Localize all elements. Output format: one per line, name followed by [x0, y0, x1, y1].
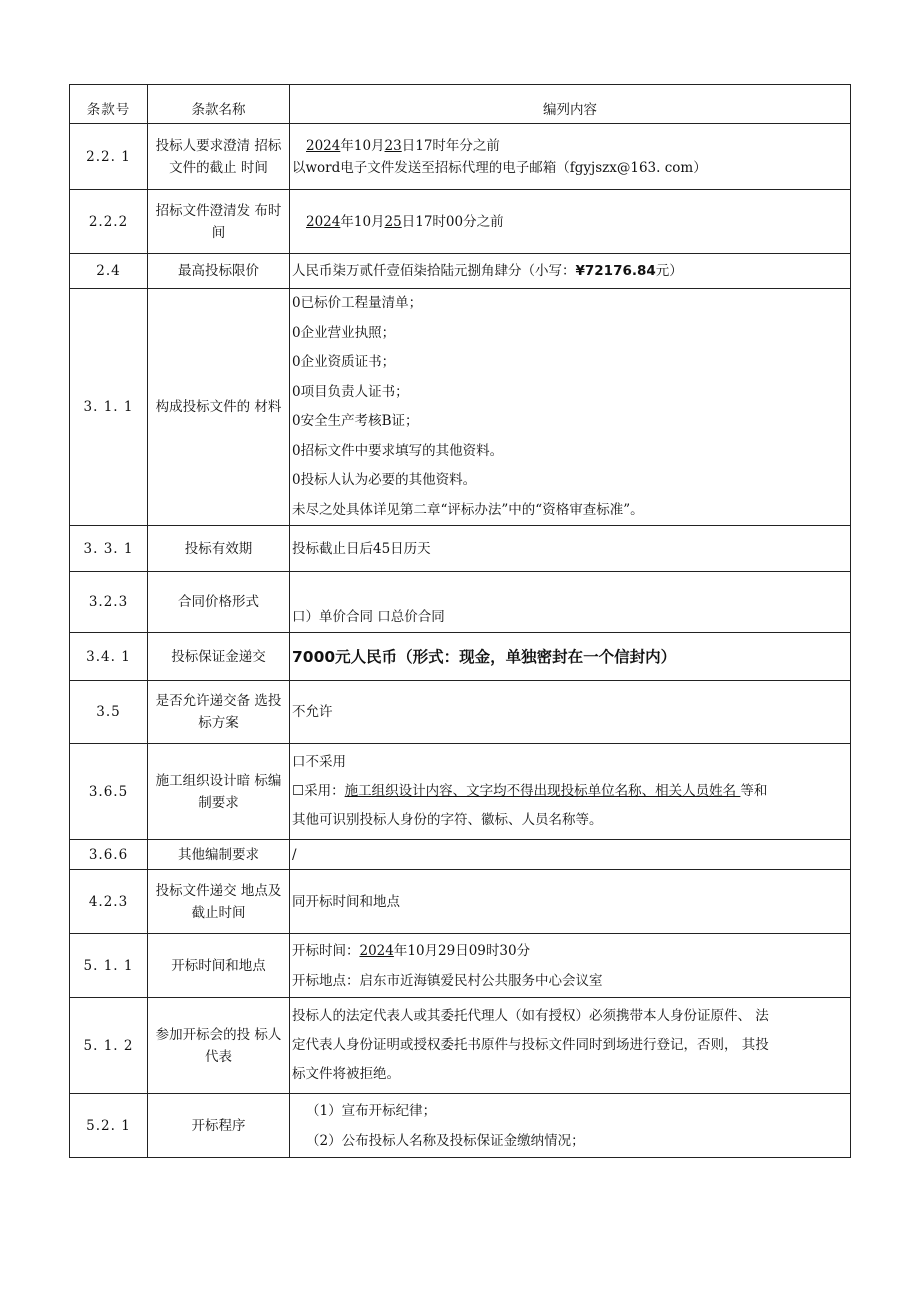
clause-name: 投标有效期 — [148, 526, 290, 572]
table-row — [70, 1094, 851, 1158]
table-row — [70, 870, 851, 934]
clause-no: 3.2.3 — [70, 572, 148, 633]
table-row — [70, 289, 851, 526]
table-row — [70, 840, 851, 870]
clause-name: 施工组织设计暗 标编制要求 — [148, 744, 290, 840]
clause-no: 2.4 — [70, 254, 148, 289]
clause-name: 其他编制要求 — [148, 840, 290, 870]
clause-name: 是否允许递交备 选投标方案 — [148, 681, 290, 744]
list-item: 未尽之处具体详见第二章“评标办法”中的“资格审查标准”。 — [292, 501, 644, 518]
table-row — [70, 998, 851, 1094]
list-item: （1）宣布开标纪律； — [306, 1102, 437, 1119]
text-line: 标文件将被拒绝。 — [292, 1066, 400, 1082]
list-item: 0企业营业执照； — [292, 324, 396, 341]
clause-content — [290, 998, 851, 1094]
clause-no: 4.2.3 — [70, 870, 148, 934]
clause-name: 开标时间和地点 — [148, 934, 290, 998]
text-line: 定代表人身份证明或授权委托书原件与投标文件同时到场进行登记，否则， 其投 — [292, 1037, 769, 1053]
list-item: 0投标人认为必要的其他资料。 — [292, 472, 477, 488]
list-item: 0项目负责人证书； — [292, 383, 409, 400]
table-row — [70, 681, 851, 744]
opening-time: 开标时间：2024年10月29日09时30分 — [292, 942, 531, 959]
clause-name: 合同价格形式 — [148, 572, 290, 633]
clarify-deadline: 2024年10月23日17时年分之前 — [306, 137, 500, 154]
header-content: 编列内容 — [290, 85, 851, 124]
clause-name: 开标程序 — [148, 1094, 290, 1158]
clause-content: 投标截止日后45日历天 — [290, 526, 851, 572]
clause-content — [290, 289, 851, 526]
list-item: （2）公布投标人名称及投标保证金缴纳情况； — [306, 1132, 585, 1149]
clause-name: 招标文件澄清发 布时间 — [148, 190, 290, 254]
clause-no: 3. 1. 1 — [70, 289, 148, 526]
list-item: 0已标价工程量清单； — [292, 295, 423, 311]
list-item: 0招标文件中要求填写的其他资料。 — [292, 442, 504, 459]
list-item: 0企业资质证书； — [292, 354, 396, 370]
clause-content: 7000元人民币（形式：现金，单独密封在一个信封内） — [290, 633, 851, 681]
clause-content: 口）单价合同 口总价合同 — [290, 572, 851, 633]
table-row — [70, 254, 851, 289]
clause-content: 人民币柒万贰仟壹佰柒拾陆元捌角肆分（小写：¥72176.84元） — [290, 254, 851, 289]
clause-content — [290, 1094, 851, 1158]
clause-name: 参加开标会的投 标人代表 — [148, 998, 290, 1094]
clause-name: 最高投标限价 — [148, 254, 290, 289]
clause-content: / — [290, 840, 851, 870]
clause-no: 3.4. 1 — [70, 633, 148, 681]
table-row — [70, 124, 851, 190]
header-clause-name: 条款名称 — [148, 85, 290, 124]
clause-content: 不允许 — [290, 681, 851, 744]
option-not-adopt: 口不采用 — [292, 754, 346, 770]
clause-name: 投标人要求澄清 招标文件的截止 时间 — [148, 124, 290, 190]
header-clause-no: 条款号 — [70, 85, 148, 124]
table-row — [70, 744, 851, 840]
clause-no: 3.5 — [70, 681, 148, 744]
clause-content — [290, 124, 851, 190]
text-line: 投标人的法定代表人或其委托代理人（如有授权）必须携带本人身份证原件、 法 — [292, 1008, 769, 1024]
publish-time: 2024年10月25日17时00分之前 — [306, 213, 504, 230]
clause-no: 5.2. 1 — [70, 1094, 148, 1158]
clause-no: 5. 1. 1 — [70, 934, 148, 998]
clause-no: 3. 3. 1 — [70, 526, 148, 572]
clause-no: 3.6.5 — [70, 744, 148, 840]
table-row — [70, 526, 851, 572]
clause-content — [290, 190, 851, 254]
clause-name: 投标文件递交 地点及截止时间 — [148, 870, 290, 934]
opening-place: 开标地点：启东市近海镇爱民村公共服务中心会议室 — [292, 972, 603, 989]
option-adopt: ☐采用：施工组织设计内容、文字均不得出现投标单位名称、相关人员姓名 等和 — [292, 783, 768, 799]
option-adopt-cont: 其他可识别投标人身份的字符、徽标、人员名称等。 — [292, 812, 603, 828]
clarify-email: 以word电子文件发送至招标代理的电子邮箱（fgyjszx@163. com） — [292, 159, 707, 176]
clause-name: 构成投标文件的 材料 — [148, 289, 290, 526]
price-amount: ¥72176.84 — [575, 263, 656, 279]
clause-no: 5. 1. 2 — [70, 998, 148, 1094]
clause-name: 投标保证金递交 — [148, 633, 290, 681]
table-header-row — [70, 85, 851, 124]
clause-content: 同开标时间和地点 — [290, 870, 851, 934]
clause-no: 3.6.6 — [70, 840, 148, 870]
clause-content — [290, 744, 851, 840]
table-row — [70, 572, 851, 633]
clauses-table — [69, 84, 851, 1158]
list-item: 0安全生产考核B证； — [292, 413, 419, 429]
table-row — [70, 934, 851, 998]
table-row — [70, 190, 851, 254]
table-row — [70, 633, 851, 681]
clause-no: 2.2. 1 — [70, 124, 148, 190]
clause-content — [290, 934, 851, 998]
clause-no: 2.2.2 — [70, 190, 148, 254]
